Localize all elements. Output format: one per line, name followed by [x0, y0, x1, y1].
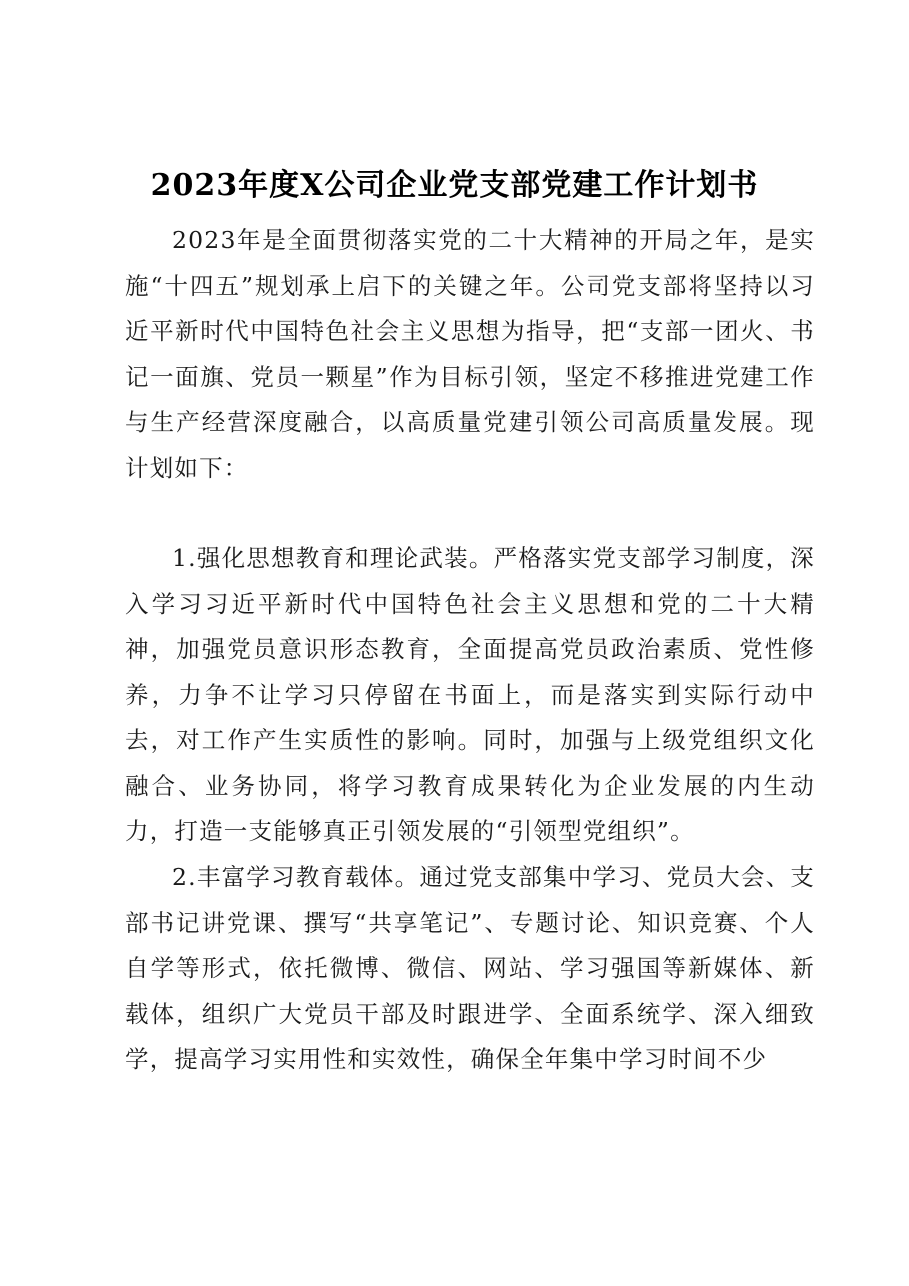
document-title: 2023年度X公司企业党支部党建工作计划书 — [150, 168, 759, 203]
paragraph-intro: 2023年是全面贯彻落实党的二十大精神的开局之年，是实施“十四五”规划承上启下的关键之年。公司党支部将坚持以习近平新时代中国特色社会主义思想为指导，把“支部一团火、书记一面旗、党员一颗星”作为目标引领，坚定不移推进党建工作与生产经营深度融合，以高质量党建引领公司高质量发展。现计划如下： — [125, 226, 815, 482]
paragraph-item-2: 2.丰富学习教育载体。通过党支部集中学习、党员大会、支部书记讲党课、撰写“共享笔记”、专题讨论、知识竞赛、个人自学等形式，依托微博、微信、网站、学习强国等新媒体、新载体，组织广大党员干部及时跟进学、全面系统学、深入细致学，提高学习实用性和实效性，确保全年集中学习时间不少 — [125, 863, 815, 1073]
paragraph-item-1: 1.强化思想教育和理论武装。严格落实党支部学习制度，深入学习习近平新时代中国特色社会主义思想和党的二十大精神，加强党员意识形态教育，全面提高党员政治素质、党性修养，力争不让学习只停留在书面上，而是落实到实际行动中去，对工作产生实质性的影响。同时，加强与上级党组织文化融合、业务协同，将学习教育成果转化为企业发展的内生动力，打造一支能够真正引领发展的“引领型党组织”。 — [125, 544, 815, 845]
